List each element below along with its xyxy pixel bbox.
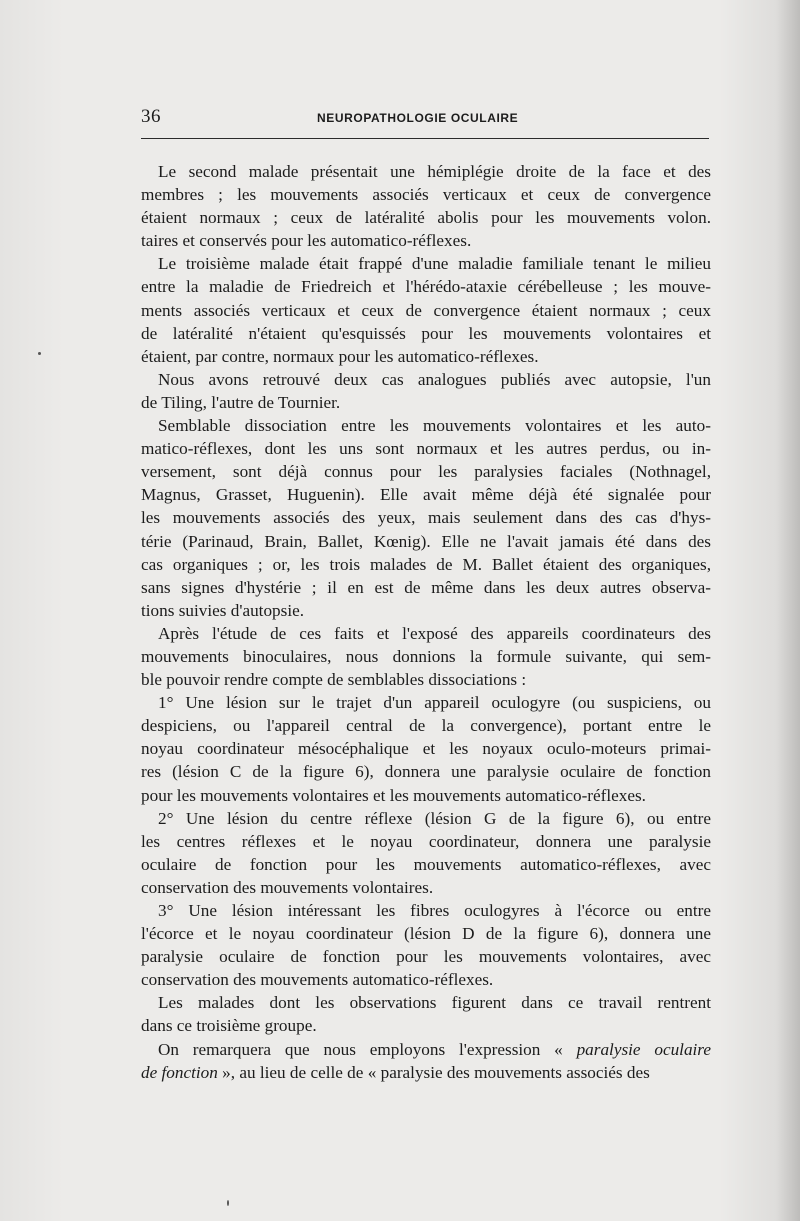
paragraph-final (141, 1038, 711, 1084)
text-line: noyau coordinateur mésocéphalique et les noyaux oculo-moteurs primai- (141, 739, 711, 759)
text-line: l'écorce et le noyau coordinateur (lésion D de la figure 6), donnera une (141, 924, 711, 944)
text-line: cas organiques ; or, les trois malades de M. Ballet étaient des organiques, (141, 554, 711, 574)
paragraph-list (141, 160, 711, 1038)
text-line: membres ; les mouvements associés verticaux et ceux de convergence (141, 185, 711, 205)
text-line (141, 1038, 711, 1061)
text-line: 1° Une lésion sur le trajet d'un appareil oculogyre (ou suspiciens, ou (158, 693, 711, 713)
text-line: Semblable dissociation entre les mouvements volontaires et les auto- (158, 416, 711, 436)
text-line: étaient, par contre, normaux pour les automatico-réflexes. (141, 346, 539, 366)
text-line: Le troisième malade était frappé d'une maladie familiale tenant le milieu (158, 254, 711, 274)
text-line: ble pouvoir rendre compte de semblables dissociations : (141, 670, 527, 690)
text-line: paralysie oculaire de fonction pour les mouvements volontaires, avec (141, 947, 711, 967)
text-line: 3° Une lésion intéressant les fibres oculogyres à l'écorce ou entre (158, 901, 711, 920)
text-line: matico-réflexes, dont les uns sont normaux et les autres perdus, ou in- (141, 439, 711, 459)
paragraph (141, 252, 711, 367)
text-line: oculaire de fonction pour les mouvements automatico-réflexes, avec (141, 854, 711, 874)
text-run: On remarquera que nous employons l'expression « (158, 1039, 577, 1059)
paragraph (141, 368, 711, 414)
text-line: térie (Parinaud, Brain, Ballet, Kœnig). Elle ne l'avait jamais été dans des (141, 531, 711, 551)
text-line: les mouvements associés des yeux, mais seulement dans des cas d'hys- (141, 508, 711, 528)
text-line (141, 1061, 711, 1084)
scan-speck (227, 1200, 229, 1206)
text-line: pour les mouvements volontaires et les mouvements automatico-réflexes. (141, 785, 646, 805)
header-rule (141, 138, 709, 139)
paragraph (141, 899, 711, 991)
text-line: taires et conservés pour les automatico-réflexes. (141, 231, 472, 251)
text-line: ments associés verticaux et ceux de convergence étaient normaux ; ceux (141, 300, 711, 320)
paragraph (141, 807, 711, 899)
text-line: mouvements binoculaires, nous donnions la formule suivante, qui sem- (141, 646, 711, 666)
text-line: versement, sont déjà connus pour les paralysies faciales (Nothnagel, (141, 462, 711, 482)
page-number: 36 (141, 106, 161, 127)
scan-speck (38, 352, 41, 355)
text-line: tions suivies d'autopsie. (141, 600, 305, 620)
paragraph (141, 414, 711, 622)
text-line: Les malades dont les observations figurent dans ce travail rentrent (158, 993, 711, 1013)
italic-run: paralysie oculaire (576, 1039, 711, 1059)
text-line: de Tiling, l'autre de Tournier. (141, 392, 341, 412)
italic-run: de fonction (141, 1062, 218, 1082)
paragraph (141, 691, 711, 806)
text-line: Après l'étude de ces faits et l'exposé des appareils coordinateurs des (158, 623, 711, 643)
text-line: conservation des mouvements automatico-réflexes. (141, 970, 494, 990)
paragraph (141, 160, 711, 252)
text-line: sans signes d'hystérie ; il en est de même dans les deux autres observa- (141, 577, 711, 597)
text-line: les centres réflexes et le noyau coordinateur, donnera une paralysie (141, 831, 711, 851)
text-line: 2° Une lésion du centre réflexe (lésion G de la figure 6), ou entre (158, 808, 711, 828)
text-line: res (lésion C de la figure 6), donnera une paralysie oculaire de fonction (141, 762, 711, 782)
text-line: de latéralité n'étaient qu'esquissés pour les mouvements volontaires et (141, 323, 711, 343)
body-text (141, 160, 711, 1084)
text-line: Magnus, Grasset, Huguenin). Elle avait même déjà été signalée pour (141, 485, 711, 505)
text-line: despiciens, ou l'appareil central de la convergence), portant entre le (141, 716, 711, 736)
page-header (141, 106, 709, 128)
paragraph (141, 991, 711, 1037)
text-line: étaient normaux ; ceux de latéralité abolis pour les mouvements volon. (141, 208, 711, 228)
text-line: Le second malade présentait une hémiplégie droite de la face et des (158, 162, 711, 181)
running-title: NEUROPATHOLOGIE OCULAIRE (317, 111, 519, 125)
paragraph (141, 622, 711, 691)
text-line: entre la maladie de Friedreich et l'hérédo-ataxie cérébelleuse ; les mouve- (141, 277, 711, 297)
text-line: conservation des mouvements volontaires. (141, 877, 434, 897)
text-run: », au lieu de celle de « paralysie des mouvements associés des (217, 1062, 650, 1082)
text-line: Nous avons retrouvé deux cas analogues publiés avec autopsie, l'un (158, 369, 711, 389)
text-line: dans ce troisième groupe. (141, 1016, 317, 1036)
